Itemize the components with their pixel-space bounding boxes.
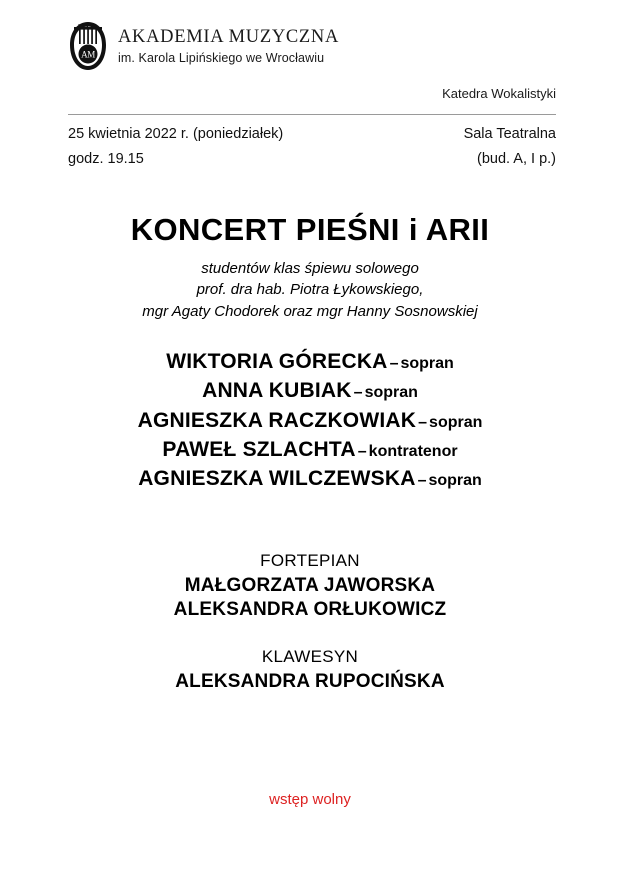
- subtitle-line: prof. dra hab. Piotra Łykowskiego,: [196, 281, 424, 299]
- ensemble-piano: [0, 549, 620, 623]
- performer-voice: sopran: [429, 413, 483, 431]
- event-location: [464, 122, 556, 173]
- ensemble-member: ALEKSANDRA RUPOCIŃSKA: [175, 670, 445, 692]
- performer-name: AGNIESZKA WILCZEWSKA: [138, 467, 416, 491]
- admission-note: wstęp wolny: [269, 791, 351, 808]
- performer-name: ANNA KUBIAK: [202, 379, 352, 403]
- event-venue-detail: (bud. A, I p.): [477, 151, 556, 168]
- performer-dash: –: [417, 472, 427, 490]
- list-item: [0, 407, 620, 434]
- performer-dash: –: [418, 413, 428, 431]
- list-item: [0, 348, 620, 375]
- performer-name: WIKTORIA GÓRECKA: [166, 350, 388, 373]
- event-datetime: [68, 122, 283, 173]
- subtitle-line: studentów klas śpiewu solowego: [201, 260, 419, 277]
- performer-voice: sopran: [400, 355, 454, 372]
- department-label: Katedra Wokalistyki: [442, 86, 556, 101]
- performer-dash: –: [357, 442, 367, 460]
- ensemble-member: ALEKSANDRA ORŁUKOWICZ: [173, 599, 447, 621]
- ensemble-label: FORTEPIAN: [260, 551, 360, 570]
- list-item: [0, 377, 620, 404]
- performer-list: [0, 348, 620, 494]
- list-item: [0, 436, 620, 463]
- page-title: KONCERT PIEŚNI i ARII: [130, 212, 490, 247]
- event-time: godz. 19.15: [68, 151, 144, 168]
- event-venue: Sala Teatralna: [463, 126, 556, 142]
- event-date: 25 kwietnia 2022 r. (poniedziałek): [68, 126, 284, 142]
- institution-name: AKADEMIA MUZYCZNA: [118, 26, 340, 47]
- header-divider: [68, 114, 556, 115]
- performer-voice: sopran: [364, 384, 418, 402]
- institution-subname: im. Karola Lipińskiego we Wrocławiu: [118, 51, 325, 66]
- performer-voice: sopran: [428, 472, 482, 490]
- letterhead: [68, 18, 339, 73]
- lyre-logo-icon: [68, 18, 108, 73]
- ensemble-label: KLAWESYN: [261, 647, 359, 666]
- performer-voice: kontratenor: [368, 442, 458, 460]
- event-meta: [68, 122, 556, 173]
- subtitle-line: mgr Agaty Chodorek oraz mgr Hanny Sosnowskiej: [142, 302, 478, 320]
- performer-name: PAWEŁ SZLACHTA: [162, 437, 356, 461]
- performer-name: AGNIESZKA RACZKOWIAK: [137, 408, 417, 432]
- subtitle-block: [0, 258, 620, 322]
- institution-name-block: [118, 25, 339, 66]
- performer-dash: –: [389, 355, 399, 372]
- performer-dash: –: [353, 384, 363, 402]
- svg-text:AM: AM: [81, 49, 95, 60]
- ensemble-harpsichord: [0, 645, 620, 694]
- list-item: [0, 465, 620, 492]
- ensemble-member: MAŁGORZATA JAWORSKA: [184, 574, 436, 596]
